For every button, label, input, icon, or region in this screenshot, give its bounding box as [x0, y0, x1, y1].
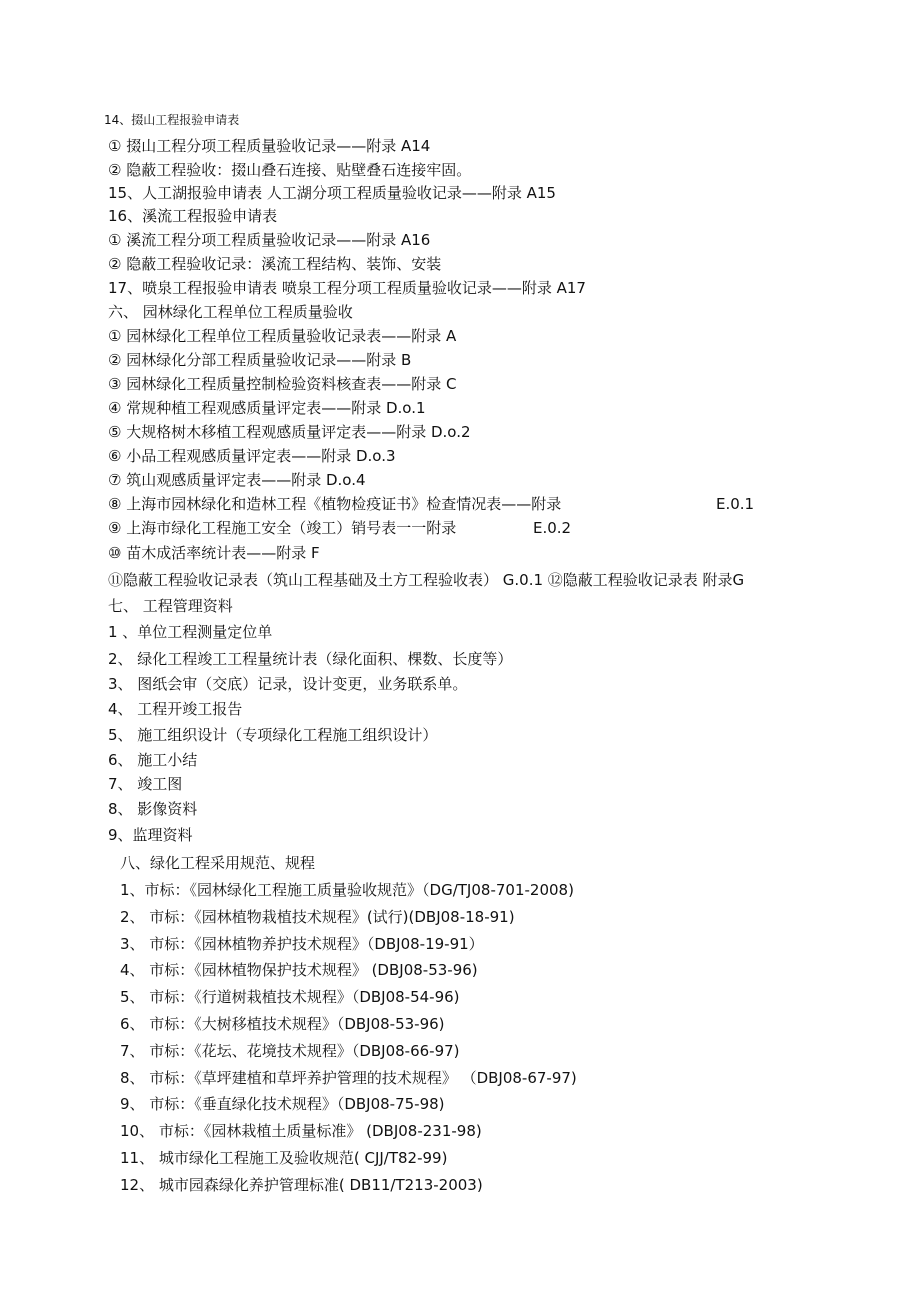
list-item-ref: E.0.1	[716, 495, 755, 513]
list-item: 6、 施工小结	[108, 751, 198, 769]
list-item: 6、 市标：《大树移植技术规程》（DBJ08-53-96)	[120, 1015, 445, 1033]
list-item: 5、 市标：《行道树栽植技术规程》（DBJ08-54-96)	[120, 988, 460, 1006]
list-item: ⑪隐蔽工程验收记录表（筑山工程基础及土方工程验收表） G.0.1 ⑫隐蔽工程验收记录表 附录G	[108, 571, 745, 589]
list-item: 15、人工湖报验申请表 人工湖分项工程质量验收记录——附录 A15	[108, 184, 556, 202]
heading-item-14: 14、掇山工程报验申请表	[104, 113, 240, 127]
list-item: 7、 市标：《花坛、花境技术规程》（DBJ08-66-97)	[120, 1042, 460, 1060]
list-item: ② 隐蔽工程验收：掇山叠石连接、贴壁叠石连接牢固。	[108, 161, 472, 179]
list-item: 3、 市标：《园林植物养护技术规程》（DBJ08-19-91）	[120, 935, 484, 953]
list-item: 4、 市标：《园林植物保护技术规程》 (DBJ08-53-96)	[120, 961, 478, 979]
list-item: 4、 工程开竣工报告	[108, 700, 243, 718]
list-item: 16、溪流工程报验申请表	[108, 207, 278, 225]
list-item: ② 隐蔽工程验收记录：溪流工程结构、装饰、安装	[108, 255, 442, 273]
list-item: ③ 园林绿化工程质量控制检验资料核查表——附录 C	[108, 375, 457, 393]
list-item: ② 园林绿化分部工程质量验收记录——附录 B	[108, 351, 412, 369]
list-item: ① 溪流工程分项工程质量验收记录——附录 A16	[108, 231, 431, 249]
list-item: 10、 市标：《园林栽植土质量标准》 (DBJ08-231-98)	[120, 1122, 482, 1140]
list-item: ⑤ 大规格树木移植工程观感质量评定表——附录 D.o.2	[108, 423, 471, 441]
list-item: 1 、单位工程测量定位单	[108, 623, 273, 641]
list-item: 3、 图纸会审（交底）记录，设计变更，业务联系单。	[108, 675, 468, 693]
section-heading-6: 六、 园林绿化工程单位工程质量验收	[108, 303, 353, 321]
list-item: 5、 施工组织设计（专项绿化工程施工组织设计）	[108, 726, 438, 744]
list-item: 9、 市标：《垂直绿化技术规程》（DBJ08-75-98)	[120, 1095, 445, 1113]
list-item: 1、市标：《园林绿化工程施工质量验收规范》（DG/TJ08-701-2008)	[120, 881, 574, 899]
list-item: ① 园林绿化工程单位工程质量验收记录表——附录 A	[108, 327, 457, 345]
list-item: ⑩ 苗木成活率统计表——附录 F	[108, 544, 320, 562]
list-item: 2、 市标：《园林植物栽植技术规程》(试行)(DBJ08-18-91)	[120, 908, 515, 926]
list-item: 8、 市标：《草坪建植和草坪养护管理的技术规程》 （DBJ08-67-97)	[120, 1069, 577, 1087]
list-item: 2、 绿化工程竣工工程量统计表（绿化面积、棵数、长度等）	[108, 650, 513, 668]
section-heading-7: 七、 工程管理资料	[108, 597, 233, 615]
list-item: ⑦ 筑山观感质量评定表——附录 D.o.4	[108, 471, 366, 489]
list-item: ⑧ 上海市园林绿化和造林工程《植物检疫证书》检查情况表——附录	[108, 495, 562, 513]
section-heading-8: 八、绿化工程采用规范、规程	[120, 854, 316, 872]
list-item: ⑨ 上海市绿化工程施工安全（竣工）销号表一一附录	[108, 519, 457, 537]
list-item: ④ 常规种植工程观感质量评定表——附录 D.o.1	[108, 399, 426, 417]
list-item: 11、 城市绿化工程施工及验收规范( CJJ/T82-99)	[120, 1149, 448, 1167]
list-item: 7、 竣工图	[108, 775, 183, 793]
list-item-ref: E.0.2	[533, 519, 572, 537]
list-item: ⑥ 小品工程观感质量评定表——附录 D.o.3	[108, 447, 396, 465]
list-item: 9、监理资料	[108, 826, 193, 844]
list-item: 17、喷泉工程报验申请表 喷泉工程分项工程质量验收记录——附录 A17	[108, 279, 586, 297]
list-item: 8、 影像资料	[108, 800, 198, 818]
list-item: 12、 城市园森绿化养护管理标准( DB11/T213-2003)	[120, 1176, 483, 1194]
list-item: ① 掇山工程分项工程质量验收记录——附录 A14	[108, 137, 431, 155]
